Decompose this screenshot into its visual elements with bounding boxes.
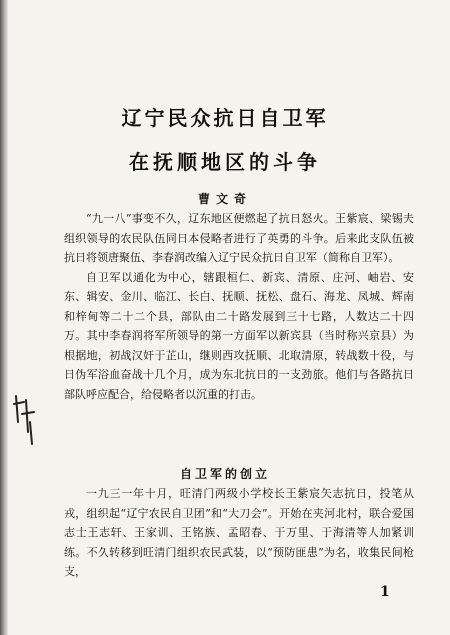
paragraph: 一九三一年十月，旺清门两级小学校长王紫宸矢志抗日，投笔从戎，组织起“辽宁农民自卫团”和“大刀会”。开始在夹河北村，联合爱国志士王志轩、王家训、王铭族、孟昭春、于万里、于海清等人加紧训练。不久转移到旺清门组织农民武装，以“预防匪患”为名，收集民间枪支， [64,487,414,578]
page-subtitle: 在抚顺地区的斗争 [129,150,321,174]
page-binding-shadow [0,0,8,635]
paragraph: 自卫军以通化为中心，辖跟桓仁、新宾、清原、庄河、岫岩、安东、辑安、金川、临江、长白、抚顺、抚松、盘石、海龙、凤城、辉南和梓甸等二十二个县，部队由二十路发展到三十七路，人数达二十四万。其中李春润将军所领导的第一方面军以新宾县（当时称兴京县）为根据地，初战汉奸于芷山，继则西攻抚顺、北取清原，转战数十役，与日伪军浴血奋战十几个月，成为东北抗日的一支劲旅。他们与各路抗日部队呼应配合，给侵略者以沉重的打击。 [64,270,414,401]
margin-ink-mark [10,392,40,448]
page-title: 辽宁民众抗日自卫军 [121,106,329,130]
intro-text [64,209,414,404]
section-heading: 自卫军的创立 [179,467,270,481]
page-number: 1 [380,584,390,600]
author-name: 曹文奇 [197,192,252,206]
section-text [64,484,414,582]
paragraph: “九一八”事变不久，辽东地区便燃起了抗日怒火。王紫宸、梁锡夫组织领导的农民队伍同日本侵略者进行了英勇的斗争。后来此支队伍被抗日将领唐聚伍、李春润改编入辽宁民众抗日自卫军（简称自卫军）。 [64,212,414,264]
